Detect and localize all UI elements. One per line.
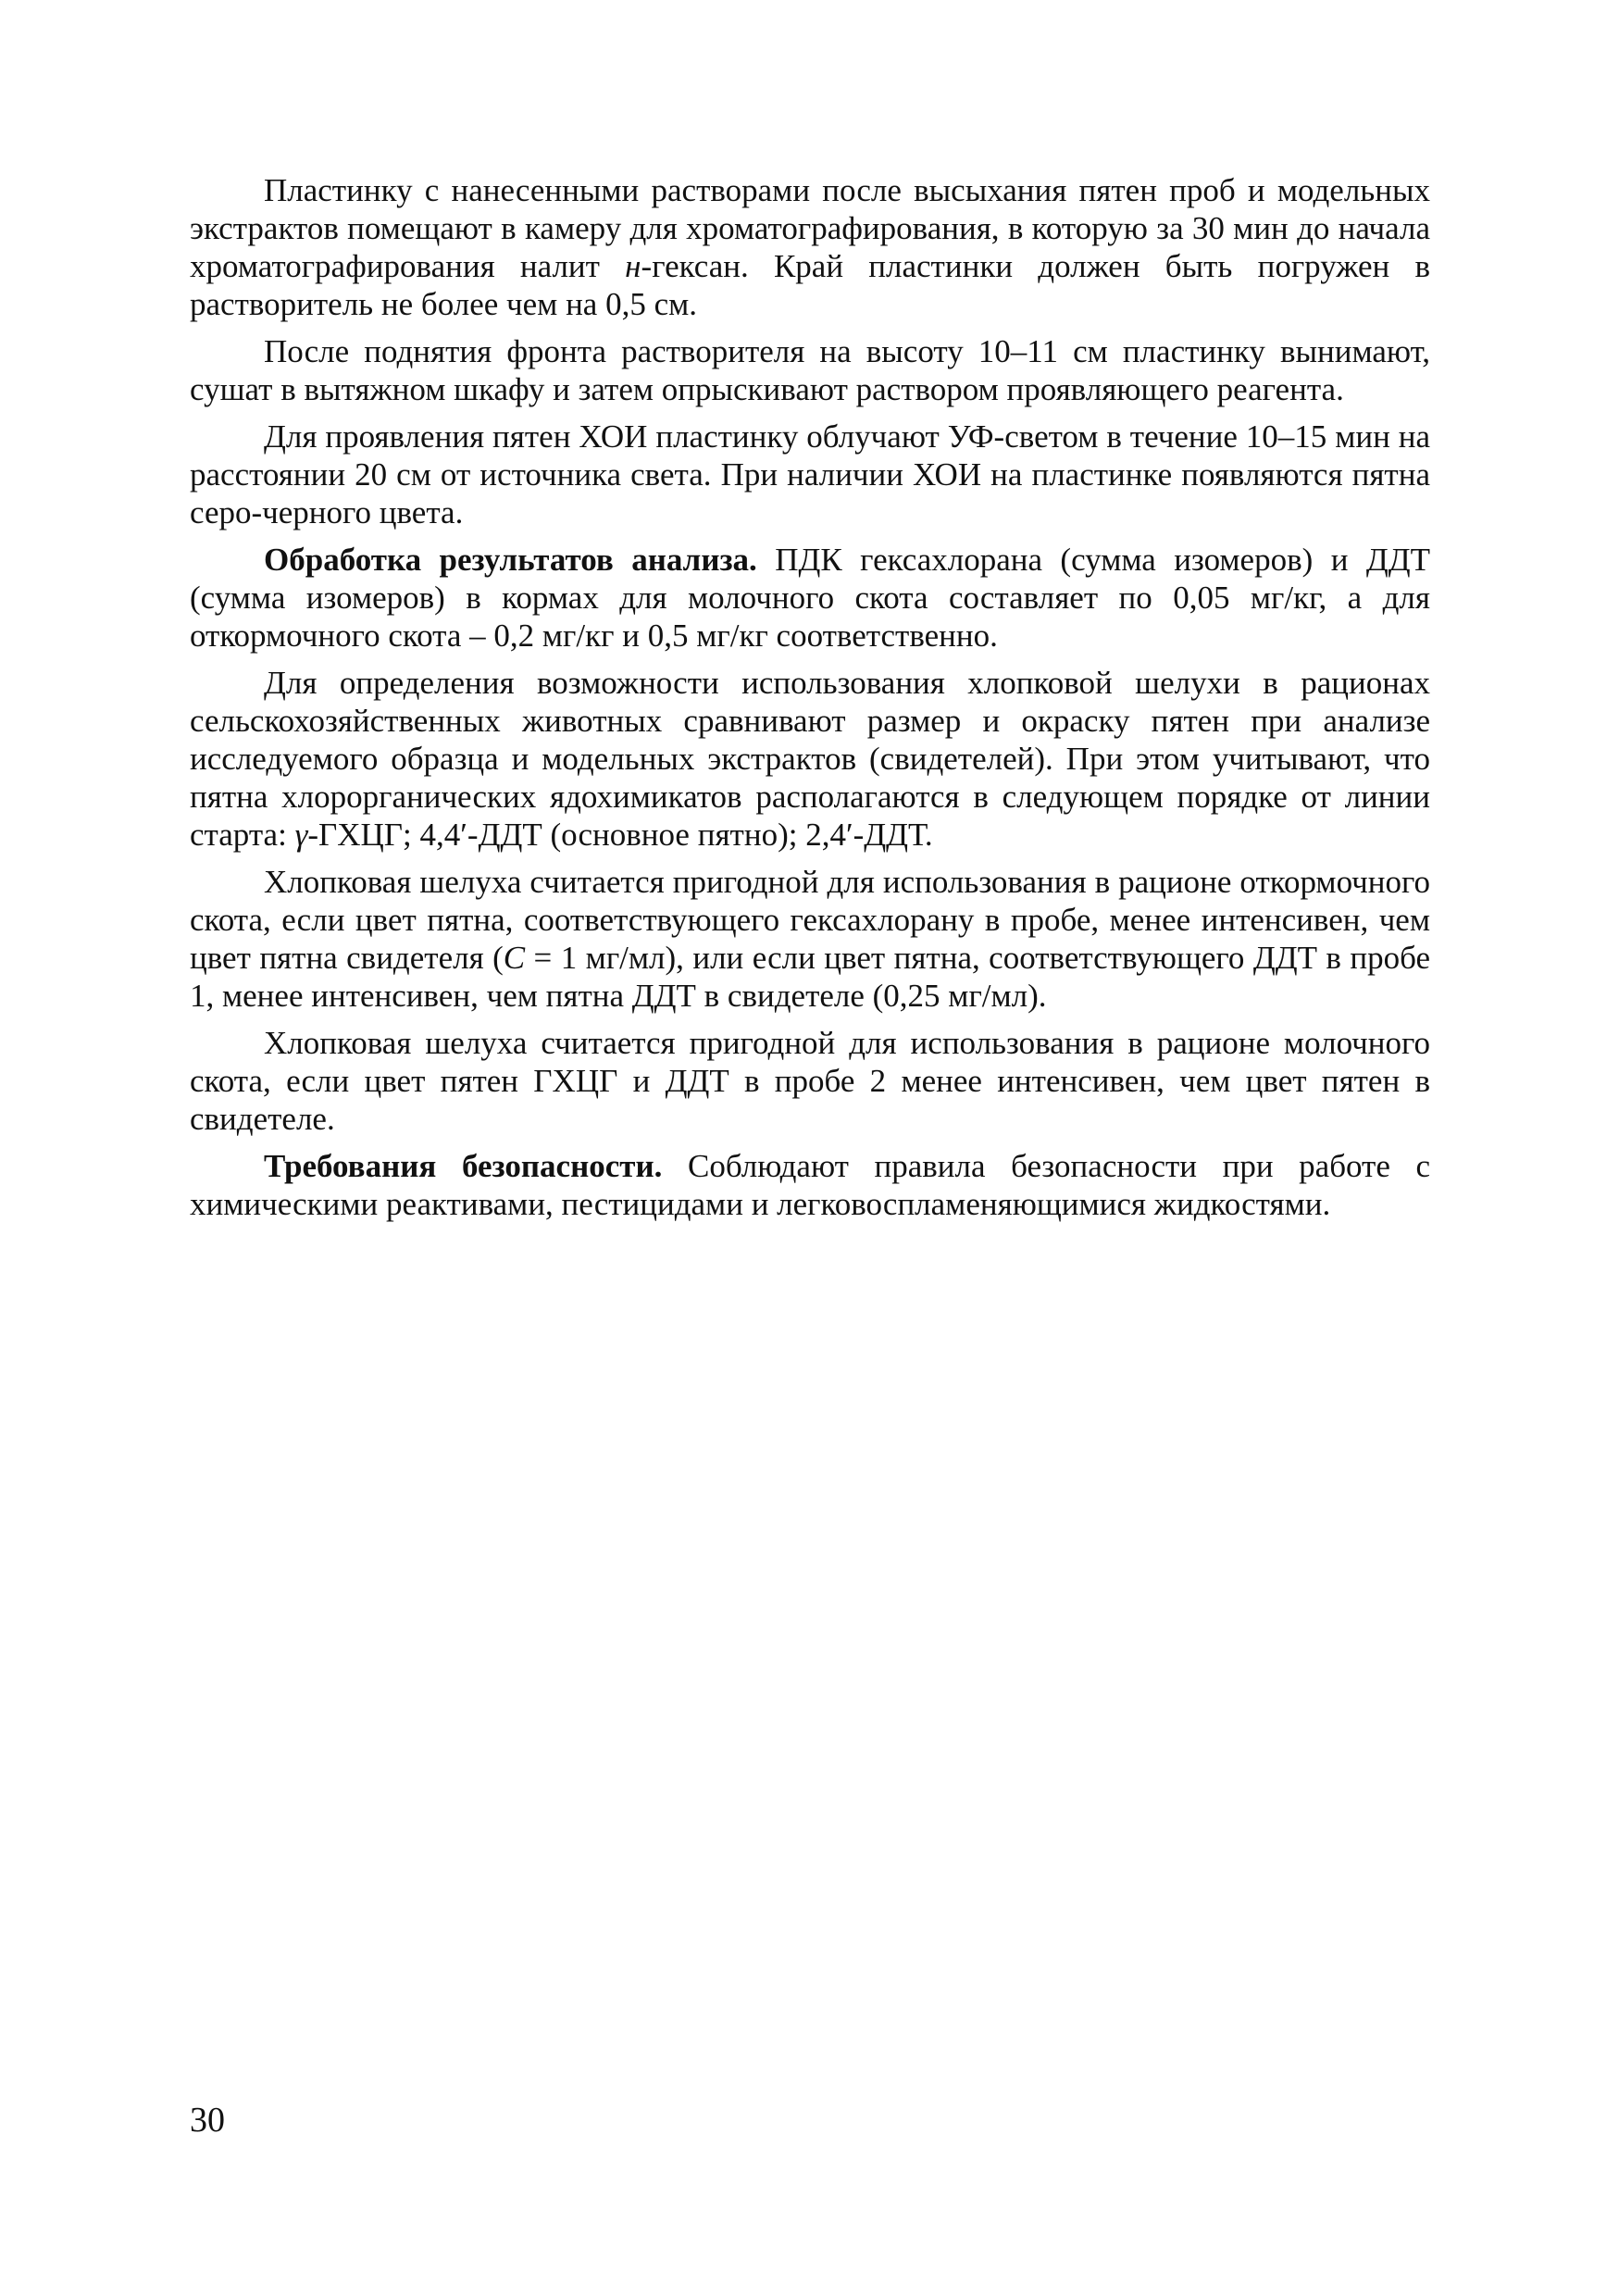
paragraph-spot-comparison (190, 664, 1430, 854)
solvent-front-text: После поднятия фронта растворителя на высоту 10–11 см пластинку вынимают, сушат в вытяжном шкафу и затем опрыскивают раствором проявляющего реагента. (190, 333, 1430, 407)
safety-text: Соблюдают правила безопасности при работе с химическими реактивами, пестицидами и легковоспламеняющимися жидкостями. (190, 1148, 1430, 1222)
safety-heading: Требования безопасности. (264, 1148, 663, 1184)
n-hexane-prefix: н (625, 248, 641, 284)
spot-comparison-text-1: Для определения возможности использования хлопковой шелухи в рационах сельскохозяйственных животных сравнивают размер и окраску пятен при анализе исследуемого образца и модельных экстрактов (свидетелей). При этом учитывают, что пятна хлорорганических ядохимикатов располагаются в следующем порядке от линии старта: (190, 665, 1430, 853)
paragraph-solvent-front (190, 332, 1430, 408)
paragraph-uv-development (190, 418, 1430, 531)
gamma-symbol: γ (294, 817, 308, 853)
plate-chamber-text-2: -гексан. Край пластинки должен быть погружен в растворитель не более чем на 0,5 см. (190, 248, 1430, 322)
fattening-cattle-text-2: = 1 мг/мл), или если цвет пятна, соответствующего ДДТ в пробе 1, менее интенсивен, чем пятна ДДТ в свидетеле (0,25 мг/мл). (190, 940, 1430, 1014)
results-text: ПДК гексахлорана (сумма изомеров) и ДДТ (сумма изомеров) в кормах для молочного скота составляет по 0,05 мг/кг, а для откормочного скота – 0,2 мг/кг и 0,5 мг/кг соответственно. (190, 542, 1430, 654)
paragraph-dairy-cattle (190, 1024, 1430, 1138)
fattening-cattle-text-1: Хлопковая шелуха считается пригодной для использования в рационе откормочного скота, если цвет пятна, соответствующего гексахлорану в пробе, менее интенсивен, чем цвет пятна свидетеля ( (190, 864, 1430, 976)
plate-chamber-text-1: Пластинку с нанесенными растворами после высыхания пятен проб и модельных экстрактов помещают в камеру для хроматографирования, в которую за 30 мин до начала хроматографирования налит (190, 172, 1430, 284)
results-heading: Обработка результатов анализа. (264, 542, 757, 578)
paragraph-fattening-cattle (190, 863, 1430, 1015)
paragraph-plate-chamber (190, 171, 1430, 323)
uv-development-text: Для проявления пятен ХОИ пластинку облучают УФ-светом в течение 10–15 мин на расстоянии 20 см от источника света. При наличии ХОИ на пластинке появляются пятна серо-черного цвета. (190, 418, 1430, 530)
dairy-cattle-text: Хлопковая шелуха считается пригодной для использования в рационе молочного скота, если цвет пятен ГХЦГ и ДДТ в пробе 2 менее интенсивен, чем цвет пятен в свидетеле. (190, 1025, 1430, 1137)
paragraph-safety-requirements (190, 1147, 1430, 1223)
page-number: 30 (190, 2101, 225, 2140)
document-body (190, 171, 1430, 1232)
concentration-symbol: С (503, 940, 526, 976)
paragraph-results-processing (190, 541, 1430, 655)
spot-comparison-text-2: -ГХЦГ; 4,4′-ДДТ (основное пятно); 2,4′-ДДТ. (307, 817, 933, 853)
